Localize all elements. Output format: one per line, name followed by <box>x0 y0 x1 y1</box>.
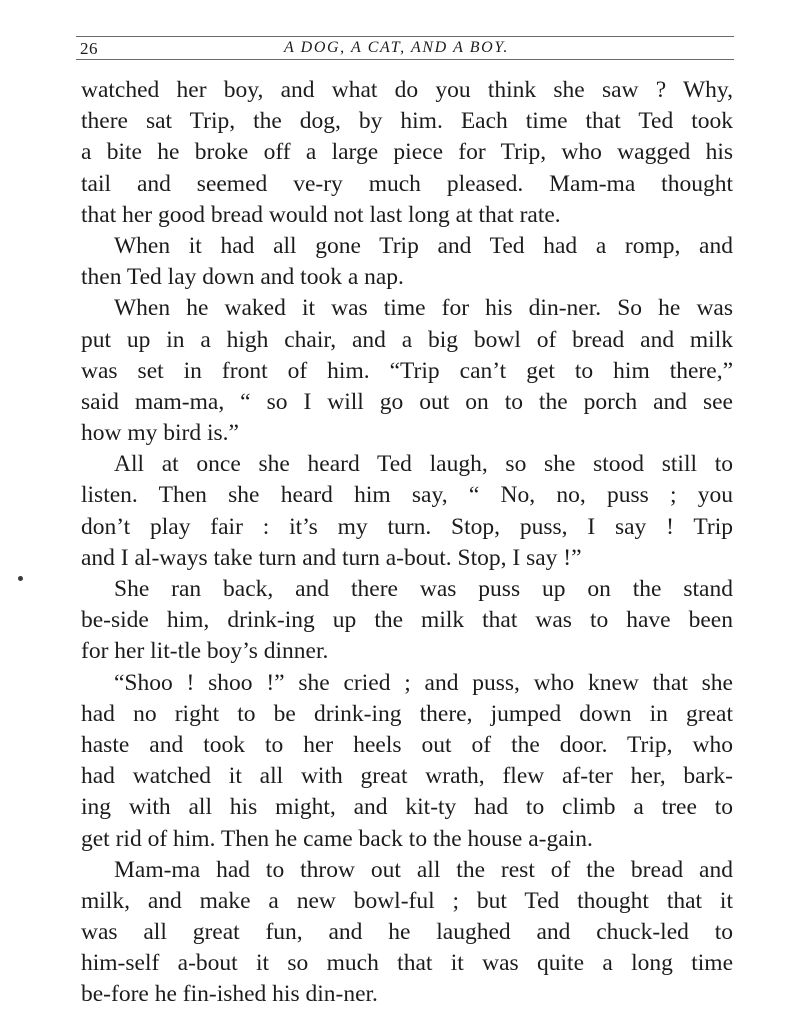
text-line: milk, and make a new bowl-ful ; but Ted thought that it <box>81 887 733 914</box>
text-line: haste and took to her heels out of the door. Trip, who <box>81 731 733 758</box>
header-rule-bottom <box>76 59 734 60</box>
text-line: had watched it all with great wrath, flew af-ter her, bark- <box>81 763 733 790</box>
text-line: that her good bread would not last long at that rate. <box>81 201 561 228</box>
text-line: was all great fun, and he laughed and chuck-led to <box>81 919 733 946</box>
text-line: be-side him, drink-ing up the milk that was to have been <box>81 607 733 634</box>
page-header <box>76 36 734 60</box>
text-line: had no right to be drink-ing there, jumped down in great <box>81 700 733 727</box>
text-line: All at once she heard Ted laugh, so she stood still to <box>114 451 733 478</box>
header-rule-top <box>76 36 734 37</box>
margin-mark <box>18 576 23 581</box>
text-line: ing with all his might, and kit-ty had to climb a tree to <box>81 794 733 821</box>
text-line: Mam-ma had to throw out all the rest of the bread and <box>114 856 733 883</box>
text-line: tail and seemed ve-ry much pleased. Mam-ma thought <box>81 170 733 197</box>
text-line: there sat Trip, the dog, by him. Each time that Ted took <box>81 108 733 135</box>
text-line: get rid of him. Then he came back to the house a-gain. <box>81 825 593 852</box>
running-title: A DOG, A CAT, AND A BOY. <box>284 39 509 56</box>
text-line: said mam-ma, “ so I will go out on to the porch and see <box>81 388 733 415</box>
text-line: be-fore he fin-ished his din-ner. <box>81 981 378 1008</box>
text-line: don’t play fair : it’s my turn. Stop, puss, I say ! Trip <box>81 513 733 540</box>
text-line: watched her boy, and what do you think she saw ? Why, <box>81 77 733 103</box>
text-line: and I al-ways take turn and turn a-bout. Stop, I say !” <box>81 544 582 571</box>
text-line: She ran back, and there was puss up on the stand <box>114 576 733 602</box>
text-line: him-self a-bout it so much that it was quite a long time <box>81 950 733 977</box>
text-line: When he waked it was time for his din-ner. So he was <box>114 295 733 322</box>
text-line: then Ted lay down and took a nap. <box>81 264 404 291</box>
page-number: 26 <box>80 39 98 58</box>
text-line: was set in front of him. “Trip can’t get to him there,” <box>81 357 733 384</box>
body-text <box>81 75 733 1011</box>
text-line: put up in a high chair, and a big bowl of bread and milk <box>81 326 733 353</box>
text-line: “Shoo ! shoo !” she cried ; and puss, who knew that she <box>114 669 733 696</box>
text-line: When it had all gone Trip and Ted had a romp, and <box>114 232 733 259</box>
text-line: for her lit-tle boy’s dinner. <box>81 638 329 665</box>
text-line: how my bird is.” <box>81 420 239 447</box>
text-line: listen. Then she heard him say, “ No, no, puss ; you <box>81 482 733 509</box>
text-line: a bite he broke off a large piece for Trip, who wagged his <box>81 139 733 166</box>
